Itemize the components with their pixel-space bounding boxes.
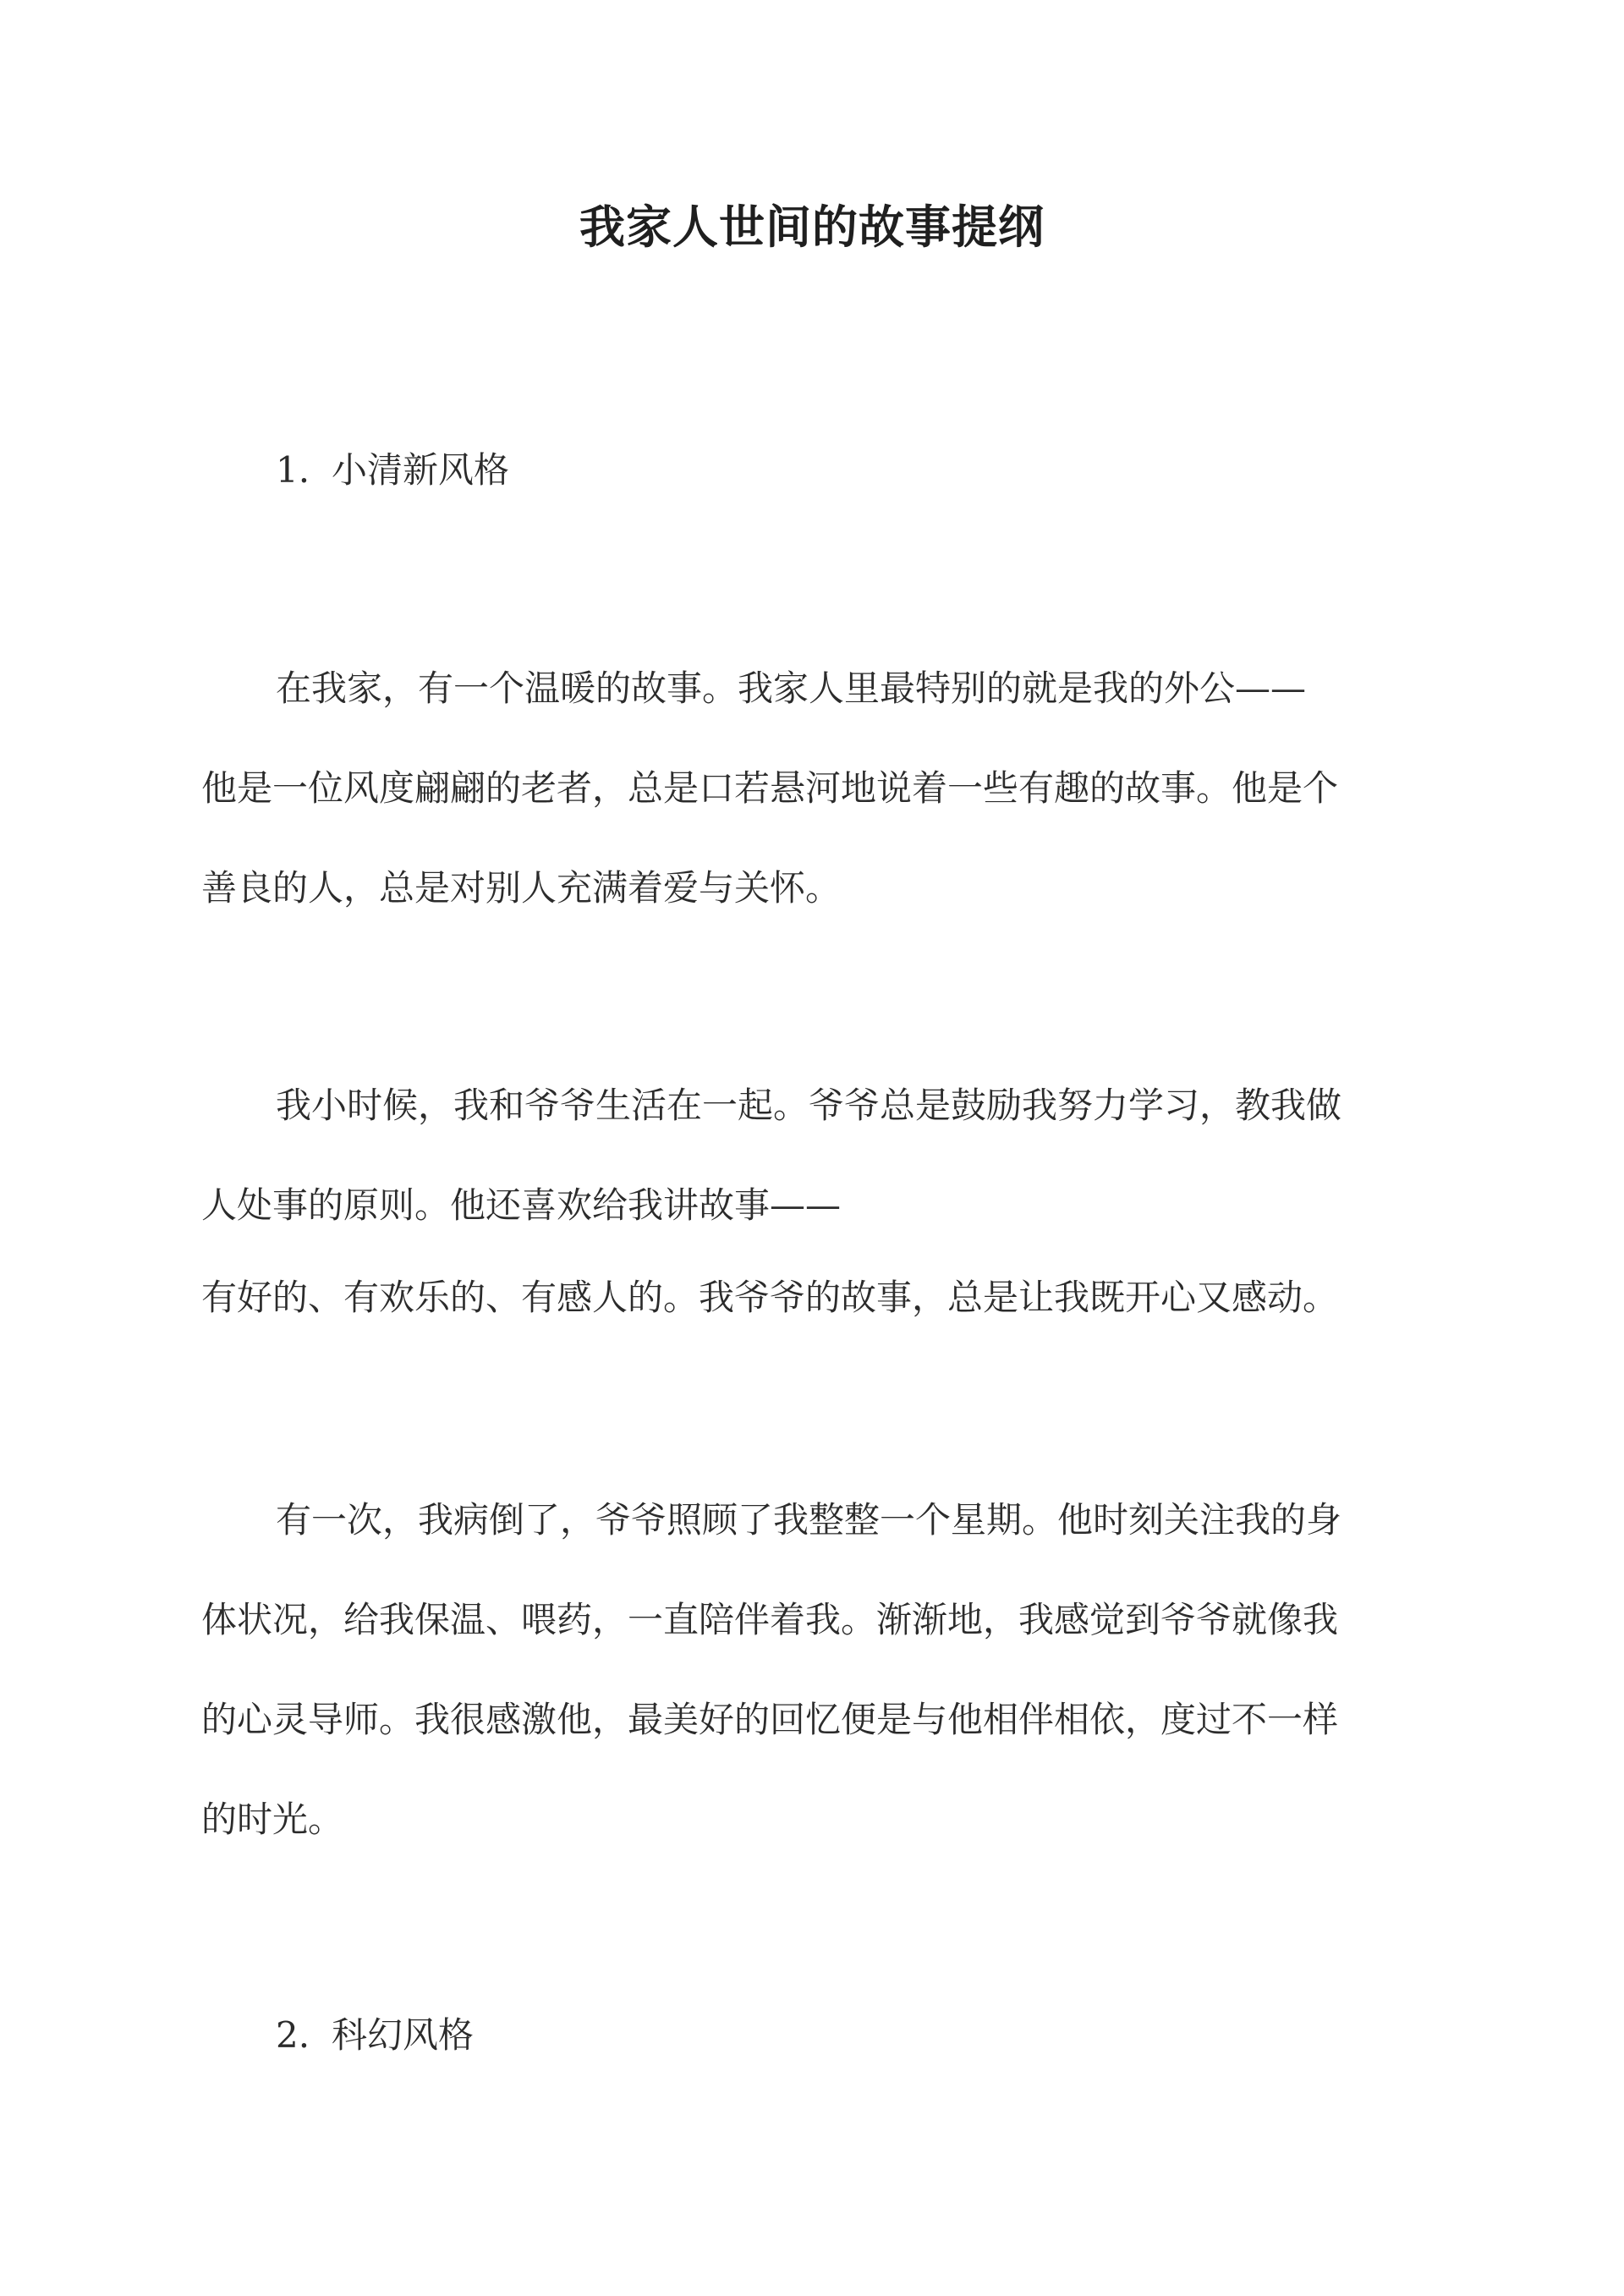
section-heading-text: 科幻风格 xyxy=(332,2014,475,2056)
paragraph-line: 他是一位风度翩翩的老者，总是口若悬河地说着一些有趣的故事。他是个 xyxy=(201,767,1339,809)
paragraph-1 xyxy=(201,639,1426,938)
paragraph-line: 善良的人，总是对别人充满着爱与关怀。 xyxy=(201,867,842,909)
section-number: 1. xyxy=(276,449,310,491)
paragraph-line: 人处事的原则。他还喜欢给我讲故事—— xyxy=(201,1184,842,1226)
paragraph-line: 有一次，我病倒了，爷爷照顾了我整整一个星期。他时刻关注我的身 xyxy=(276,1499,1342,1541)
section-number: 2. xyxy=(276,2014,310,2056)
paragraph-line: 有好的、有欢乐的、有感人的。我爷爷的故事，总是让我既开心又感动。 xyxy=(201,1277,1339,1318)
section-heading-1 xyxy=(276,445,509,496)
document-title: 我家人世间的故事提纲 xyxy=(579,200,1045,254)
section-heading-2 xyxy=(276,2010,474,2061)
paragraph-line: 的时光。 xyxy=(201,1799,344,1840)
paragraph-3 xyxy=(201,1470,1426,1870)
paragraph-2 xyxy=(201,1056,1426,1340)
paragraph-line: 体状况，给我保温、喂药，一直陪伴着我。渐渐地，我感觉到爷爷就像我 xyxy=(201,1599,1339,1640)
paragraph-line: 的心灵导师。我很感激他，最美好的回忆便是与他相伴相依，度过不一样 xyxy=(201,1699,1339,1740)
section-heading-text: 小清新风格 xyxy=(332,449,510,491)
paragraph-line: 在我家，有一个温暖的故事。我家人里最特别的就是我的外公—— xyxy=(276,667,1307,709)
paragraph-line: 我小时候，我和爷爷生活在一起。爷爷总是鼓励我努力学习，教我做 xyxy=(276,1085,1342,1126)
